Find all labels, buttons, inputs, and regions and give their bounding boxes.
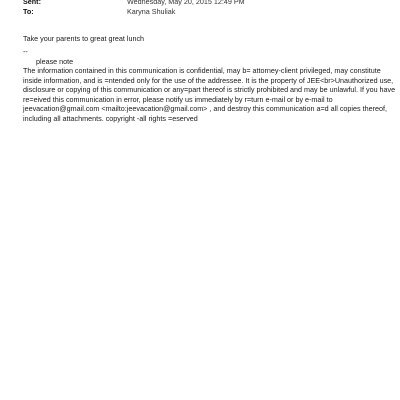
disclaimer-line: disclosure or copying of this communication or any=part thereof is strictly prohibited and may be unlawful. If you have <box>23 85 396 95</box>
to-label: To: <box>23 7 34 16</box>
please-note-heading: please note <box>36 57 74 66</box>
sent-timestamp: Wednesday, May 20, 2015 12:49 PM <box>127 0 245 6</box>
message-greeting: Take your parents to great great lunch <box>23 34 145 43</box>
disclaimer-line: re=eived this communication in error, please notify us immediately by r=turn e-mail or by e-mail to <box>23 94 333 104</box>
to-recipient: Karyna Shuliak <box>127 7 176 16</box>
disclaimer-line: including all attachments. copyright -all rights =eserved <box>23 113 198 123</box>
disclaimer-line: jeevacation@gmail.com <mailto:jeevacation@gmail.com> , and destroy this communication a=d all copies thereof, <box>23 104 387 114</box>
sent-label: Sent: <box>23 0 41 6</box>
to-row <box>23 7 175 17</box>
signature-separator: -- <box>23 47 28 56</box>
sent-row <box>23 0 245 7</box>
disclaimer-line: The information contained in this communication is confidential, may b= attorney-client privileged, may constitute <box>23 66 381 75</box>
disclaimer-line: inside information, and is =ntended only for the use of the addressee. It is the property of JEE<br>Unauthorized use, <box>23 75 394 85</box>
confidentiality-disclaimer <box>23 66 396 124</box>
